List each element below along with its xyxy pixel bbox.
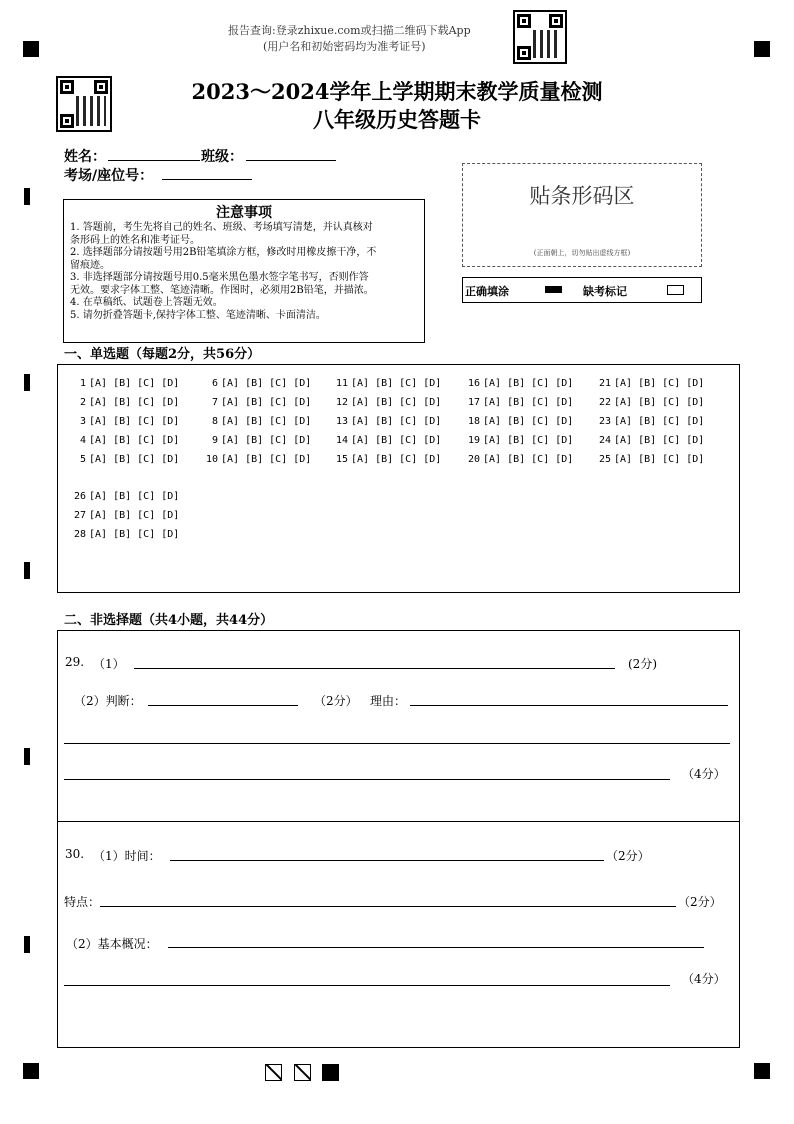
mc-options[interactable]: [A] [B] [C] [D] [614,454,705,465]
timing-mark [24,188,30,205]
mc-question-row[interactable] [68,491,179,502]
q29-reason-line[interactable] [410,705,728,706]
q30-part1-score: （2分） [606,849,650,863]
mc-question-row[interactable] [330,397,441,408]
mc-question-number: 5 [79,454,86,465]
mc-options[interactable]: [A] [B] [C] [D] [483,454,574,465]
mc-question-row[interactable] [68,510,179,521]
q30-overview-line[interactable] [168,947,704,948]
barcode-hint: (正面朝上，切勿贴出虚线方框) [533,249,631,257]
mc-question-number: 8 [211,416,218,427]
name-label: 姓名： [64,149,106,165]
notes-item: 3. 非选择题部分请按题号用0.5毫米黑色墨水签字笔书写，否则作答 [70,272,369,283]
notes-item: 留痕迹。 [70,259,110,271]
notes-box [63,199,425,343]
mc-question-row[interactable] [68,529,179,540]
report-info-line1: 报告查询:登录zhixue.com或扫描二维码下载App [228,24,471,37]
mc-question-number: 1 [79,378,86,389]
q30-answer-line[interactable] [64,985,670,986]
correct-fill-label: 正确填涂 [465,285,509,298]
mc-options[interactable]: [A] [B] [C] [D] [221,435,312,446]
page-marker-crossed [294,1064,311,1081]
report-info-line2: (用户名和初始密码均为准考证号) [263,40,426,53]
q29-judgment-line[interactable] [148,705,298,706]
class-label: 班级： [201,149,243,165]
mc-question-row[interactable] [462,454,573,465]
mc-question-number: 17 [467,397,480,408]
corner-mark-bottom-left [23,1063,39,1079]
timing-mark [24,748,30,765]
mc-question-row[interactable] [330,435,441,446]
mc-options[interactable]: [A] [B] [C] [D] [89,435,180,446]
mc-options[interactable]: [A] [B] [C] [D] [221,416,312,427]
mc-options[interactable]: [A] [B] [C] [D] [221,397,312,408]
mc-question-number: 2 [79,397,86,408]
mc-question-row[interactable] [593,397,704,408]
mc-question-row[interactable] [330,378,441,389]
mc-question-number: 13 [335,416,348,427]
mc-question-number: 9 [211,435,218,446]
mc-question-row[interactable] [593,378,704,389]
mc-question-number: 15 [335,454,348,465]
q29-part3-score: （4分） [682,767,726,781]
mc-options[interactable]: [A] [B] [C] [D] [89,491,180,502]
notes-title: 注意事项 [216,205,272,221]
mc-question-row[interactable] [330,416,441,427]
class-field[interactable] [246,160,336,161]
mc-options[interactable]: [A] [B] [C] [D] [351,378,442,389]
mc-question-row[interactable] [462,435,573,446]
mc-question-number: 11 [335,378,348,389]
mc-question-row[interactable] [200,454,311,465]
mc-question-row[interactable] [68,435,179,446]
q30-part2-label: （2）基本概况： [66,937,158,951]
corner-mark-bottom-right [754,1063,770,1079]
mc-question-row[interactable] [68,416,179,427]
mc-options[interactable]: [A] [B] [C] [D] [89,454,180,465]
absent-mark-checkbox[interactable] [667,285,684,295]
section1-title: 一、单选题（每题2分，共56分） [64,347,261,362]
mc-options[interactable]: [A] [B] [C] [D] [614,397,705,408]
mc-question-number: 27 [73,510,86,521]
mc-options[interactable]: [A] [B] [C] [D] [483,397,574,408]
mc-options[interactable]: [A] [B] [C] [D] [351,416,442,427]
page-subtitle: 八年级历史答题卡 [313,107,481,132]
mc-question-row[interactable] [462,378,573,389]
fill-legend [462,277,702,303]
mc-options[interactable]: [A] [B] [C] [D] [483,435,574,446]
mc-question-row[interactable] [330,454,441,465]
q30-part2-score: （4分） [682,972,726,986]
name-field[interactable] [108,160,200,161]
q29-part2-score: （2分） [314,694,358,708]
q29-answer-line[interactable] [64,779,670,780]
mc-question-row[interactable] [68,454,179,465]
q29-part2-label: （2）判断： [74,694,142,708]
mc-question-row[interactable] [200,397,311,408]
notes-item: 条形码上的姓名和准考证号。 [70,234,200,246]
timing-mark [24,936,30,953]
notes-item: 1. 答题前，考生先将自己的姓名、班级、考场填写清楚，并认真核对 [70,222,373,233]
page-marker-filled [322,1064,339,1081]
qr-code-top [513,10,567,64]
mc-question-row[interactable] [593,454,704,465]
mc-question-number: 20 [467,454,480,465]
page-marker-crossed [265,1064,282,1081]
mc-options[interactable]: [A] [B] [C] [D] [483,416,574,427]
mc-options[interactable]: [A] [B] [C] [D] [89,397,180,408]
absent-mark-label: 缺考标记 [583,285,627,298]
notes-item: 无效。要求字体工整、笔迹清晰。作图时，必须用2B铅笔，并描浓。 [70,284,374,296]
q30-feature-line[interactable] [100,906,676,907]
mc-question-number: 25 [598,454,611,465]
mc-question-row[interactable] [593,435,704,446]
q30-part1-label: （1）时间： [93,849,161,863]
mc-question-number: 14 [335,435,348,446]
mc-question-number: 26 [73,491,86,502]
corner-mark-top-left [23,41,39,57]
correct-fill-sample [545,286,562,293]
notes-item: 5. 请勿折叠答题卡,保持字体工整、笔迹清晰、卡面清洁。 [70,309,326,321]
page-title: 2023～2024学年上学期期末教学质量检测 [191,79,603,104]
mc-question-row[interactable] [200,378,311,389]
q30-feature-label: 特点： [64,895,101,909]
q29-part1-score: (2分) [628,657,657,671]
mc-question-number: 12 [335,397,348,408]
mc-options[interactable]: [A] [B] [C] [D] [614,416,705,427]
barcode-label: 贴条形码区 [529,184,635,208]
q29-answer-line[interactable] [64,743,730,744]
barcode-area [462,163,702,267]
mc-options[interactable]: [A] [B] [C] [D] [351,454,442,465]
mc-options[interactable]: [A] [B] [C] [D] [614,435,705,446]
mc-options[interactable]: [A] [B] [C] [D] [614,378,705,389]
timing-mark [24,374,30,391]
q30-number: 30. [65,847,85,861]
mc-options[interactable]: [A] [B] [C] [D] [89,416,180,427]
mc-question-number: 21 [598,378,611,389]
q30-time-line[interactable] [170,860,604,861]
mc-question-number: 28 [73,529,86,540]
mc-question-number: 10 [205,454,218,465]
mc-options[interactable]: [A] [B] [C] [D] [89,529,180,540]
mc-question-number: 4 [79,435,86,446]
mc-options[interactable]: [A] [B] [C] [D] [221,454,312,465]
mc-options[interactable]: [A] [B] [C] [D] [351,435,442,446]
room-seat-label: 考场/座位号： [64,168,154,184]
section2-title: 二、非选择题（共4小题，共44分） [64,613,274,628]
mc-question-number: 22 [598,397,611,408]
mc-question-row[interactable] [462,397,573,408]
mc-question-row[interactable] [68,397,179,408]
room-seat-field[interactable] [162,179,252,180]
mc-options[interactable]: [A] [B] [C] [D] [221,378,312,389]
mc-options[interactable]: [A] [B] [C] [D] [483,378,574,389]
corner-mark-top-right [754,41,770,57]
mc-question-number: 3 [79,416,86,427]
mc-question-number: 16 [467,378,480,389]
mc-question-number: 24 [598,435,611,446]
mc-question-row[interactable] [68,378,179,389]
q29-part1-label: （1） [93,657,125,671]
mc-options[interactable]: [A] [B] [C] [D] [89,510,180,521]
mc-question-row[interactable] [593,416,704,427]
q30-feature-score: （2分） [678,895,722,909]
mc-question-number: 18 [467,416,480,427]
notes-item: 4. 在草稿纸、试题卷上答题无效。 [70,297,223,308]
mc-question-number: 6 [211,378,218,389]
mc-question-number: 19 [467,435,480,446]
mc-question-row[interactable] [462,416,573,427]
mc-question-row[interactable] [200,416,311,427]
timing-mark [24,562,30,579]
mc-question-row[interactable] [200,435,311,446]
q29-number: 29. [65,655,85,669]
mc-question-number: 7 [211,397,218,408]
notes-item: 2. 选择题部分请按题号用2B铅笔填涂方框，修改时用橡皮擦干净，不 [70,247,377,258]
mc-options[interactable]: [A] [B] [C] [D] [351,397,442,408]
q29-part1-line[interactable] [134,668,615,669]
q29-reason-label: 理由： [370,694,407,708]
mc-question-number: 23 [598,416,611,427]
mc-options[interactable]: [A] [B] [C] [D] [89,378,180,389]
